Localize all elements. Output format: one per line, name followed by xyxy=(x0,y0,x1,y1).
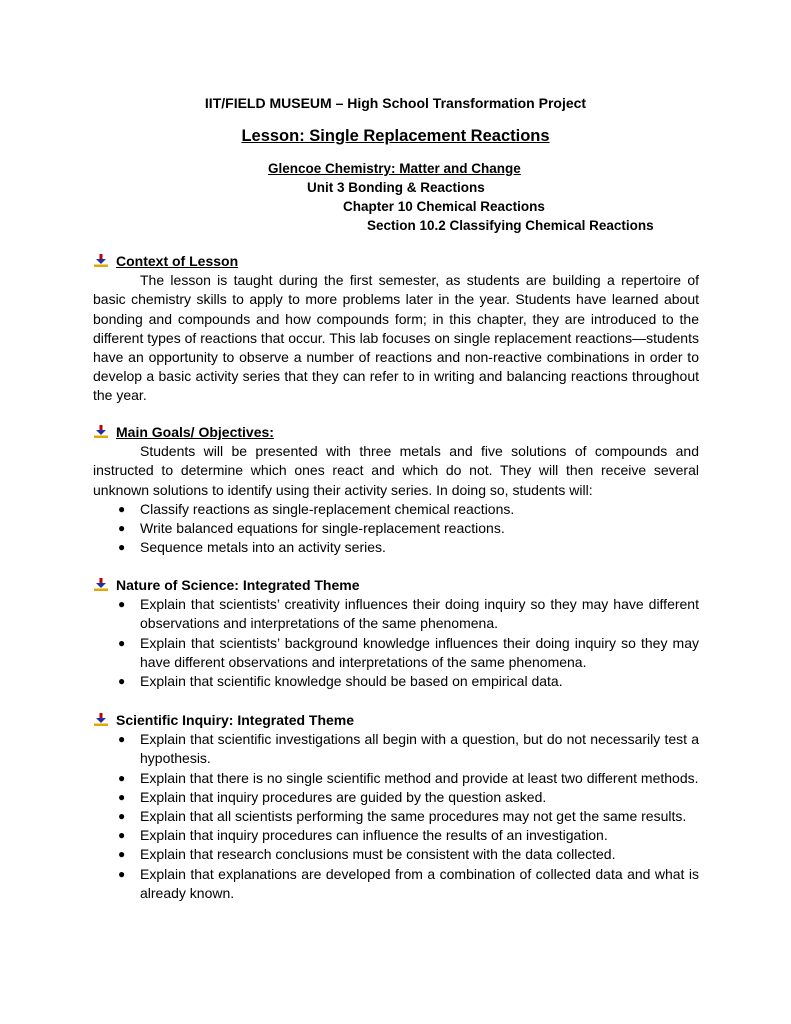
source-chapter: Chapter 10 Chemical Reactions xyxy=(343,199,545,214)
context-heading-text: Context of Lesson xyxy=(116,253,239,269)
inquiry-heading xyxy=(93,711,699,730)
nature-heading xyxy=(93,576,699,595)
list-item: ● Explain that inquiry procedures can influence the results of an investigation. xyxy=(93,826,699,845)
list-item: ● Explain that all scientists performing the same procedures may not get the same results. xyxy=(93,807,699,826)
project-title: IIT/FIELD MUSEUM – High School Transformation Project xyxy=(204,95,587,111)
source-unit: Unit 3 Bonding & Reactions xyxy=(307,180,485,195)
context-section xyxy=(93,252,699,406)
list-item: ● Explain that inquiry procedures are guided by the question asked. xyxy=(93,788,699,807)
bullet-dot-icon: ● xyxy=(118,521,126,535)
list-item: ● Sequence metals into an activity series. xyxy=(93,538,699,557)
goals-heading-text: Main Goals/ Objectives: xyxy=(116,424,274,440)
arrow-down-marker-icon xyxy=(93,425,109,439)
arrow-down-marker-icon xyxy=(93,254,109,268)
bullet-dot-icon: ● xyxy=(118,789,126,804)
goals-heading xyxy=(93,423,699,442)
arrow-down-marker-icon xyxy=(93,713,109,727)
arrow-down-marker-icon xyxy=(93,578,109,592)
bullet-dot-icon: ● xyxy=(118,828,126,843)
list-item: ● Explain that scientists’ background knowledge influences their doing inquiry so they may have different observations and interpretations of the same phenomena. xyxy=(118,634,699,670)
list-item: ● Explain that scientific investigations all begin with a question, but do not necessarily test a hypothesis. xyxy=(118,731,699,767)
bullet-dot-icon: ● xyxy=(118,866,126,881)
nature-section xyxy=(93,576,699,691)
inquiry-section xyxy=(93,711,699,903)
bullet-dot-icon: ● xyxy=(118,809,126,823)
list-item: ● Explain that explanations are developed from a combination of collected data and what is already known. xyxy=(118,865,699,901)
inquiry-list xyxy=(93,730,699,903)
bullet-dot-icon: ● xyxy=(118,635,126,650)
list-item: ● Write balanced equations for single-replacement reactions. xyxy=(93,519,699,538)
goals-paragraph: Students will be presented with three metals and five solutions of compounds and instructed to determine which ones react and which do not. They will then receive several unknown solutions to identify using their activity series. In doing so, students will: xyxy=(93,443,699,498)
bullet-dot-icon: ● xyxy=(118,674,126,688)
source-section: Section 10.2 Classifying Chemical Reactions xyxy=(367,218,654,233)
list-item: ● Explain that scientific knowledge should be based on empirical data. xyxy=(93,672,699,691)
list-item: ● Explain that scientists’ creativity influences their doing inquiry so they may have different observations and interpretations of the same phenomena. xyxy=(118,596,699,632)
inquiry-heading-text: Scientific Inquiry: Integrated Theme xyxy=(116,712,355,728)
list-item: ● Explain that there is no single scientific method and provide at least two different methods. xyxy=(93,769,699,788)
bullet-dot-icon: ● xyxy=(118,770,126,785)
context-heading xyxy=(93,252,699,271)
goals-list xyxy=(93,500,699,558)
nature-heading-text: Nature of Science: Integrated Theme xyxy=(116,577,360,593)
bullet-dot-icon: ● xyxy=(118,847,126,862)
lesson-title: Lesson: Single Replacement Reactions xyxy=(241,127,550,145)
list-item: ● Explain that research conclusions must be consistent with the data collected. xyxy=(93,845,699,864)
bullet-dot-icon: ● xyxy=(118,597,126,612)
bullet-dot-icon: ● xyxy=(118,501,126,516)
bullet-dot-icon: ● xyxy=(118,732,126,747)
source-book: Glencoe Chemistry: Matter and Change xyxy=(268,161,521,176)
context-paragraph: The lesson is taught during the first semester, as students are building a repertoire of basic chemistry skills to apply to more problems later in the year. Students have learned about bonding and compounds and how compounds form; in this chapter, they are introduced to the different types of reactions that occur. This lab focuses on single replacement reactions—students have an opportunity to observe a number of reactions and non-reactive combinations in order to develop a basic activity series that they can refer to in writing and balancing reactions throughout the year. xyxy=(93,272,699,404)
nature-list xyxy=(93,595,699,691)
goals-section xyxy=(93,423,699,557)
list-item: ● Classify reactions as single-replacement chemical reactions. xyxy=(93,500,699,519)
bullet-dot-icon: ● xyxy=(118,540,126,555)
